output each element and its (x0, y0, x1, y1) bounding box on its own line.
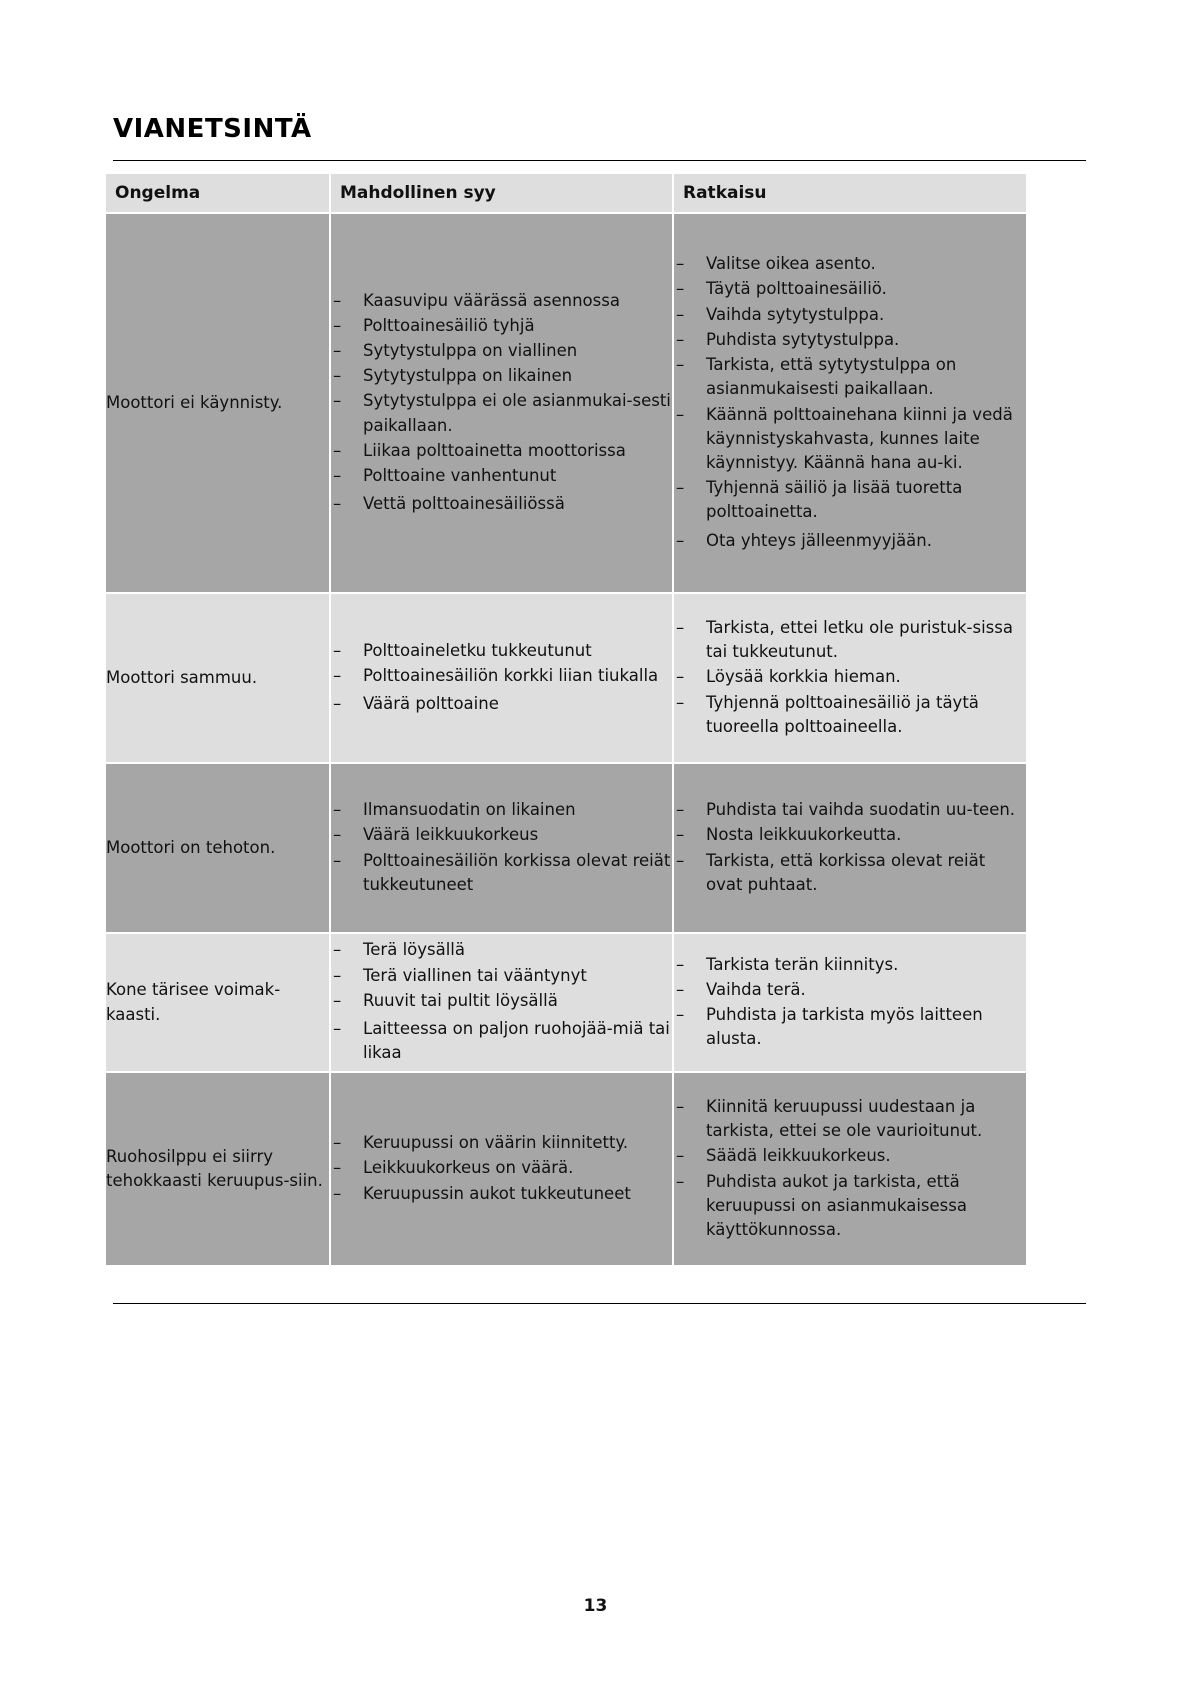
list-item: – Vaihda terä. (674, 978, 1026, 1002)
list-item: – Ilmansuodatin on likainen (331, 798, 672, 822)
list-item: – Puhdista aukot ja tarkista, että keruupussi on asianmukaisessa käyttökunnossa. (674, 1170, 1026, 1243)
solution-cell (673, 763, 1027, 933)
solution-cell (673, 1072, 1027, 1266)
list-item: – Polttoainesäiliö tyhjä (331, 314, 672, 338)
list-item: – Kiinnitä keruupussi uudestaan ja tarkista, ettei se ole vaurioitunut. (674, 1095, 1026, 1143)
list-item: – Polttoaine vanhentunut (331, 464, 672, 488)
table-row (105, 593, 1027, 763)
list-item: – Tyhjennä polttoainesäiliö ja täytä tuoreella polttoaineella. (674, 691, 1026, 739)
list-item: – Väärä polttoaine (331, 692, 672, 716)
problem-cell: Ruohosilppu ei siirry tehokkaasti keruupus-siin. (105, 1072, 330, 1266)
list-item: – Polttoainesäiliön korkissa olevat reiät tukkeutuneet (331, 849, 672, 897)
list-item: – Nosta leikkuukorkeutta. (674, 823, 1026, 847)
list-item: – Väärä leikkuukorkeus (331, 823, 672, 847)
list-item: – Ota yhteys jälleenmyyjään. (674, 529, 1026, 553)
list-item: – Valitse oikea asento. (674, 252, 1026, 276)
list-item: – Tarkista, että sytytystulppa on asianmukaisesti paikallaan. (674, 353, 1026, 401)
list-item: – Tarkista, että korkissa olevat reiät ovat puhtaat. (674, 849, 1026, 897)
header-cause: Mahdollinen syy (330, 173, 673, 213)
list-item: – Puhdista ja tarkista myös laitteen alusta. (674, 1003, 1026, 1051)
cause-cell (330, 593, 673, 763)
cause-cell (330, 213, 673, 593)
solution-list (674, 1095, 1026, 1242)
solution-list (674, 798, 1026, 897)
list-item: – Terä löysällä (331, 938, 672, 962)
list-item: – Löysää korkkia hieman. (674, 665, 1026, 689)
list-item: – Säädä leikkuukorkeus. (674, 1144, 1026, 1168)
list-item: – Sytytystulppa on likainen (331, 364, 672, 388)
table-row (105, 213, 1027, 593)
cause-cell (330, 933, 673, 1072)
table-row (105, 933, 1027, 1072)
list-item: – Polttoaineletku tukkeutunut (331, 639, 672, 663)
list-item: – Liikaa polttoainetta moottorissa (331, 439, 672, 463)
problem-cell: Kone tärisee voimak-kaasti. (105, 933, 330, 1072)
problem-cell: Moottori on tehoton. (105, 763, 330, 933)
cause-list (331, 798, 672, 897)
solution-cell (673, 213, 1027, 593)
list-item: – Puhdista tai vaihda suodatin uu-teen. (674, 798, 1026, 822)
solution-cell (673, 593, 1027, 763)
list-item: – Täytä polttoainesäiliö. (674, 277, 1026, 301)
list-item: – Keruupussi on väärin kiinnitetty. (331, 1131, 672, 1155)
title-divider (113, 160, 1086, 161)
list-item: – Terä viallinen tai vääntynyt (331, 964, 672, 988)
solution-list (674, 252, 1026, 552)
list-item: – Polttoainesäiliön korkki liian tiukalla (331, 664, 672, 688)
solution-cell (673, 933, 1027, 1072)
list-item: – Ruuvit tai pultit löysällä (331, 989, 672, 1013)
header-solution: Ratkaisu (673, 173, 1027, 213)
list-item: – Tyhjennä säiliö ja lisää tuoretta polttoainetta. (674, 476, 1026, 524)
table-row (105, 763, 1027, 933)
list-item: – Leikkuukorkeus on väärä. (331, 1156, 672, 1180)
list-item: – Sytytystulppa on viallinen (331, 339, 672, 363)
problem-cell: Moottori ei käynnisty. (105, 213, 330, 593)
footer-divider (113, 1303, 1086, 1304)
cause-cell (330, 1072, 673, 1266)
cause-list (331, 1131, 672, 1206)
cause-cell (330, 763, 673, 933)
troubleshooting-table (104, 172, 1028, 1267)
table-row (105, 1072, 1027, 1266)
list-item: – Kaasuvipu väärässä asennossa (331, 289, 672, 313)
table-header-row (105, 173, 1027, 213)
problem-cell: Moottori sammuu. (105, 593, 330, 763)
list-item: – Tarkista terän kiinnitys. (674, 953, 1026, 977)
page-number: 13 (583, 1596, 608, 1616)
list-item: – Tarkista, ettei letku ole puristuk-sissa tai tukkeutunut. (674, 616, 1026, 664)
cause-list (331, 289, 672, 517)
list-item: – Vettä polttoainesäiliössä (331, 492, 672, 516)
cause-list (331, 639, 672, 717)
solution-list (674, 953, 1026, 1052)
solution-list (674, 616, 1026, 739)
list-item: – Laitteessa on paljon ruohojää-miä tai likaa (331, 1017, 672, 1065)
list-item: – Sytytystulppa ei ole asianmukai-sesti paikallaan. (331, 389, 672, 437)
cause-list (331, 938, 672, 1065)
header-problem: Ongelma (105, 173, 330, 213)
list-item: – Keruupussin aukot tukkeutuneet (331, 1182, 672, 1206)
page-title: VIANETSINTÄ (113, 114, 312, 144)
list-item: – Vaihda sytytystulppa. (674, 303, 1026, 327)
list-item: – Puhdista sytytystulppa. (674, 328, 1026, 352)
list-item: – Käännä polttoainehana kiinni ja vedä käynnistyskahvasta, kunnes laite käynnistyy. Käännä hana au-ki. (674, 403, 1026, 476)
